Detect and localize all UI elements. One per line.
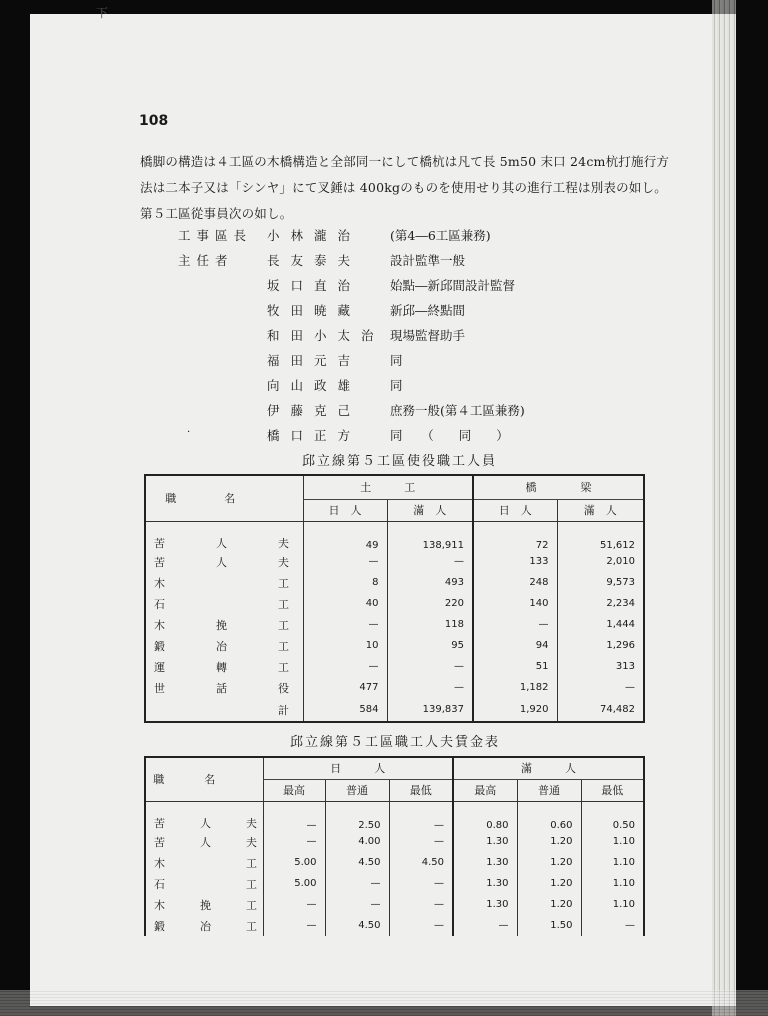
table2-value-cell: 2.50 [325, 801, 389, 831]
page-number: 108 [139, 113, 169, 129]
staff-row [178, 401, 598, 419]
table-row [145, 572, 644, 593]
table2-value-cell: — [581, 915, 644, 936]
staff-note: 新邱―終點間 [390, 303, 466, 318]
table2-value-cell: 5.00 [263, 852, 325, 873]
table1-value-cell: — [303, 614, 387, 635]
table1-job-cell [145, 572, 303, 593]
table1-value-cell: 313 [557, 656, 644, 677]
table1-value-cell: 94 [473, 635, 557, 656]
table2-job-char: 工 [246, 877, 257, 891]
table1-value-cell: 51,612 [557, 521, 644, 551]
staff-note: 庶務一般(第４工區兼務) [390, 403, 525, 418]
staff-row [178, 251, 598, 269]
table1-value-cell: 40 [303, 593, 387, 614]
table2-value-cell: — [389, 915, 453, 936]
staff-name: 福田元吉 [267, 353, 362, 368]
table2-value-cell: 1.20 [517, 894, 581, 915]
staff-name: 向山政雄 [267, 378, 362, 393]
table1-worker-count [144, 474, 645, 723]
table1-value-cell: 140 [473, 593, 557, 614]
table2-value-cell: 1.20 [517, 831, 581, 852]
table2-job-char: 木 [154, 898, 165, 912]
table2-value-cell: 1.30 [453, 852, 517, 873]
table1-value-cell: 9,573 [557, 572, 644, 593]
table2-wage-table [144, 756, 645, 936]
table2-value-cell: 5.00 [263, 873, 325, 894]
table2-value-cell: 4.50 [325, 852, 389, 873]
table-row [145, 551, 644, 572]
table-row [145, 614, 644, 635]
table2-job-cell [145, 915, 263, 936]
staff-name: 和田小太治 [267, 328, 385, 343]
table1-job-char: 工 [278, 576, 289, 590]
table1-job-char: 工 [278, 660, 289, 674]
table1-value-cell: 2,234 [557, 593, 644, 614]
staff-name: 伊藤克己 [267, 403, 362, 418]
table-row [145, 521, 644, 551]
table1-job-char: 工 [278, 597, 289, 611]
table2-value-cell: — [325, 894, 389, 915]
table2-value-cell: 1.10 [581, 852, 644, 873]
staff-name: 長友泰夫 [267, 253, 362, 268]
table1-value-cell: 1,296 [557, 635, 644, 656]
table1-value-cell: 477 [303, 677, 387, 698]
table2-sub-normal-1: 普通 [325, 779, 389, 801]
staff-row [178, 226, 598, 244]
table2-value-cell: 1.30 [453, 831, 517, 852]
table2-value-cell: 1.10 [581, 873, 644, 894]
table2-header-japanese: 日 人 [263, 757, 453, 779]
table-row [145, 801, 644, 831]
table1-header-earthwork: 土 工 [303, 475, 473, 499]
table1-total-label: 計 [278, 703, 289, 717]
table1-value-cell: 118 [387, 614, 473, 635]
paragraph-line-1: 橋脚の構造は４工區の木橋構造と全部同一にして橋杭は凡て長 5m50 末口 24cm杭打施行方 [140, 154, 670, 169]
table1-value-cell: 138,911 [387, 521, 473, 551]
staff-note: 設計監準一般 [390, 253, 466, 268]
table2-value-cell: 1.10 [581, 894, 644, 915]
table1-value-cell: — [387, 677, 473, 698]
table1-job-cell [145, 521, 303, 551]
staff-row [178, 351, 598, 369]
table1-job-char: 世 [154, 681, 165, 695]
table2-sub-high-2: 最高 [453, 779, 517, 801]
table1-value-cell: — [387, 551, 473, 572]
table2-sub-normal-2: 普通 [517, 779, 581, 801]
staff-name: 坂口直治 [267, 278, 362, 293]
table1-value-cell: 72 [473, 521, 557, 551]
staff-role: 工事區長 [178, 228, 253, 243]
table1-job-char: 苦 [154, 537, 165, 550]
table1-value-cell: — [303, 656, 387, 677]
table1-job-char: 冶 [216, 639, 227, 653]
table1-value-cell: 1,182 [473, 677, 557, 698]
staff-note: 現場監督助手 [390, 328, 466, 343]
staff-note: 同 [390, 353, 403, 368]
table1-job-cell [145, 614, 303, 635]
staff-note: (第4―6工區兼務) [390, 228, 491, 243]
table2-job-cell [145, 873, 263, 894]
table1-value-cell: 220 [387, 593, 473, 614]
table2-value-cell: — [453, 915, 517, 936]
staff-row [178, 426, 598, 444]
table1-job-char: 人 [216, 555, 227, 569]
table1-job-char: 石 [154, 597, 165, 611]
table2-job-cell [145, 852, 263, 873]
table2-job-char: 苦 [154, 835, 165, 849]
table1-job-char: 工 [278, 618, 289, 632]
top-margin-mark: 下 [96, 6, 109, 20]
table1-job-cell [145, 593, 303, 614]
staff-row [178, 326, 598, 344]
page-bottom-texture [0, 990, 768, 1016]
table2-value-cell: 4.00 [325, 831, 389, 852]
table2-value-cell: — [389, 873, 453, 894]
table1-job-char: 苦 [154, 555, 165, 569]
table1-job-char: 工 [278, 639, 289, 653]
table2-job-cell [145, 894, 263, 915]
table2-job-char: 工 [246, 856, 257, 870]
table-row [145, 831, 644, 852]
staff-name: 牧田暁藏 [267, 303, 362, 318]
paragraph-line-3: 第５工區從事員次の如し。 [140, 206, 293, 221]
table2-header-job [145, 757, 263, 801]
table1-job-char: 夫 [278, 555, 289, 569]
staff-note: 同 [390, 378, 403, 393]
table2-job-char: 冶 [200, 919, 211, 933]
table1-job-cell [145, 635, 303, 656]
stray-mark: · [187, 427, 191, 438]
table1-job-char: 人 [216, 537, 227, 550]
table2-value-cell: 1.20 [517, 873, 581, 894]
table2-job-char: 挽 [200, 898, 211, 912]
table2-value-cell: 1.50 [517, 915, 581, 936]
table2-value-cell: 1.20 [517, 852, 581, 873]
table-row [145, 873, 644, 894]
table1-value-cell: 493 [387, 572, 473, 593]
table2-value-cell: — [389, 831, 453, 852]
table-row [145, 894, 644, 915]
table2-value-cell: 1.30 [453, 873, 517, 894]
table2-value-cell: 1.30 [453, 894, 517, 915]
table2-job-cell [145, 801, 263, 831]
table2-job-char: 苦 [154, 817, 165, 830]
table2-value-cell: 0.50 [581, 801, 644, 831]
staff-row [178, 301, 598, 319]
table2-value-cell: 1.10 [581, 831, 644, 852]
table2-value-cell: — [389, 801, 453, 831]
table2-sub-low-1: 最低 [389, 779, 453, 801]
table1-sub-man-1: 滿 人 [387, 499, 473, 521]
table1-value-cell: 2,010 [557, 551, 644, 572]
staff-row [178, 276, 598, 294]
table1-value-cell: 51 [473, 656, 557, 677]
table2-job-char: 夫 [246, 817, 257, 830]
table2-job-cell [145, 831, 263, 852]
table1-job-char: 役 [278, 681, 289, 695]
table1-value-cell: 133 [473, 551, 557, 572]
table-row [145, 915, 644, 936]
table1-sub-day-2: 日 人 [473, 499, 557, 521]
table1-job-char: 鍛 [154, 639, 165, 653]
table2-job-char: 工 [246, 919, 257, 933]
table2-job-char: 木 [154, 856, 165, 870]
table1-job-char: 木 [154, 618, 165, 632]
table-row [145, 593, 644, 614]
table1-value-cell: 10 [303, 635, 387, 656]
table-total-row [145, 698, 644, 722]
table2-value-cell: 4.50 [389, 852, 453, 873]
table1-job-char: 挽 [216, 618, 227, 632]
table-row [145, 677, 644, 698]
table2-value-cell: 0.80 [453, 801, 517, 831]
table2-job-char: 石 [154, 877, 165, 891]
table1-value-cell: 49 [303, 521, 387, 551]
table-row [145, 852, 644, 873]
table1-value-cell: — [303, 551, 387, 572]
table2-header-manchurian: 滿 人 [453, 757, 644, 779]
table1-total-cell: 74,482 [557, 698, 644, 722]
staff-role: 主任者 [178, 253, 234, 268]
table2-value-cell: — [263, 831, 325, 852]
table1-value-cell: 248 [473, 572, 557, 593]
staff-note: 同 （ 同 ） [390, 428, 509, 443]
table2-value-cell: — [263, 801, 325, 831]
staff-note: 始點―新邱間設計監督 [390, 278, 516, 293]
table2-job-char: 人 [200, 835, 211, 849]
table2-header-job-label: 職名 [153, 773, 256, 787]
staff-name: 橋口正方 [267, 428, 362, 443]
paragraph-line-2: 法は二本子又は「シンヤ」にて叉錘は 400kgのものを使用せり其の進行工程は別表の如し。 [140, 180, 667, 195]
table2-value-cell: — [325, 873, 389, 894]
table1-header-bridge: 橋 梁 [473, 475, 644, 499]
table1-job-char: 木 [154, 576, 165, 590]
table1-value-cell: — [473, 614, 557, 635]
table1-header-job [145, 475, 303, 521]
table1-sub-day-1: 日 人 [303, 499, 387, 521]
table1-job-char: 轉 [216, 660, 227, 674]
table1-job-cell [145, 551, 303, 572]
table1-total-cell: 584 [303, 698, 387, 722]
table1-sub-man-2: 滿 人 [557, 499, 644, 521]
table1-job-cell [145, 677, 303, 698]
table1-value-cell: 8 [303, 572, 387, 593]
table1-job-char: 夫 [278, 537, 289, 550]
table2-value-cell: — [389, 894, 453, 915]
table2-value-cell: — [263, 894, 325, 915]
table2-value-cell: 4.50 [325, 915, 389, 936]
table1-value-cell: 95 [387, 635, 473, 656]
page-edge-texture [712, 0, 736, 1016]
table1-value-cell: — [557, 677, 644, 698]
table1-caption: 邱立線第５工區使役職工人員 [302, 454, 498, 469]
table-row [145, 656, 644, 677]
table2-value-cell: 0.60 [517, 801, 581, 831]
table1-job-char: 話 [216, 681, 227, 695]
table1-header-job-label: 職名 [165, 492, 284, 506]
table2-sub-high-1: 最高 [263, 779, 325, 801]
table2-job-char: 夫 [246, 835, 257, 849]
table2-job-char: 工 [246, 898, 257, 912]
table1-value-cell: 1,444 [557, 614, 644, 635]
table2-job-char: 人 [200, 817, 211, 830]
table-row [145, 635, 644, 656]
table2-sub-low-2: 最低 [581, 779, 644, 801]
table1-total-cell: 139,837 [387, 698, 473, 722]
table1-job-char: 運 [154, 660, 165, 674]
table1-job-cell [145, 656, 303, 677]
table2-job-char: 鍛 [154, 919, 165, 933]
table2-caption: 邱立線第５工區職工人夫賃金表 [290, 735, 501, 750]
staff-row [178, 376, 598, 394]
staff-name: 小林瀧治 [267, 228, 362, 243]
table1-total-cell: 1,920 [473, 698, 557, 722]
table1-value-cell: — [387, 656, 473, 677]
table2-value-cell: — [263, 915, 325, 936]
